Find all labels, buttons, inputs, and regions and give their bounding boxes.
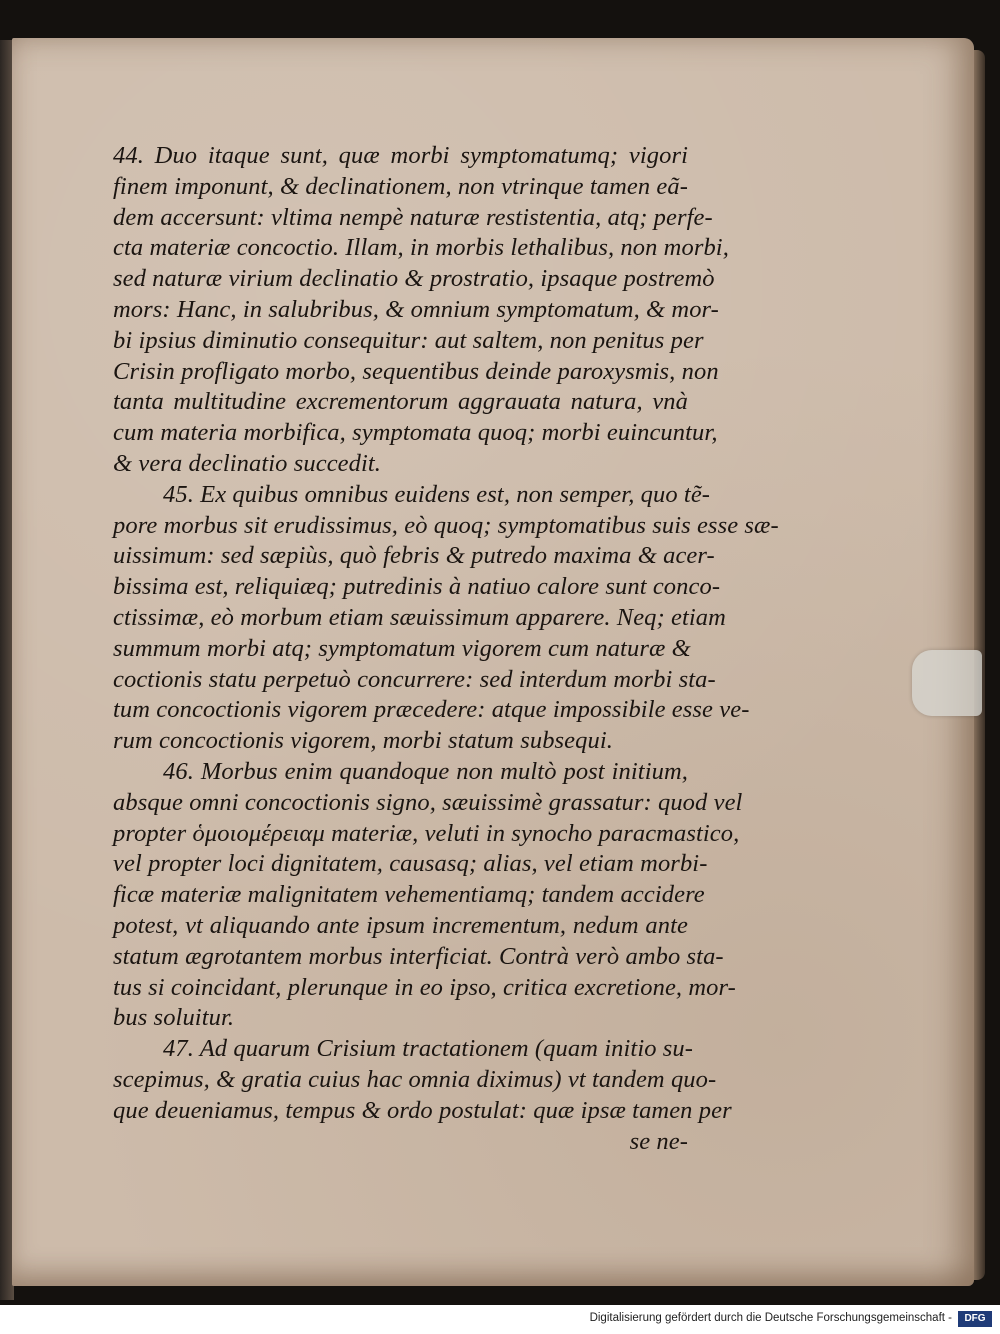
text-line: sed naturæ virium declinatio & prostratio, ipsaque postremò [113,265,715,293]
text-line: bus soluitur. [113,1004,235,1032]
footer-bar [0,1305,1000,1334]
text-line: tus si coincidant, plerunque in eo ipso, critica excretione, mor- [113,973,736,1001]
text-line: cum materia morbifica, symptomata quoq; morbi euincuntur, [113,419,718,447]
text-line: rum concoctionis vigorem, morbi statum subsequi. [113,727,613,755]
text-line: mors: Hanc, in salubribus, & omnium symptomatum, & mor- [113,295,719,323]
text-line: propter ὁμοιομέρειαμ materiæ, veluti in synocho paracmastico, [113,819,740,847]
text-line: ficæ materiæ malignitatem vehementiamq; tandem accidere [113,881,705,909]
text-line: 45. Ex quibus omnibus euidens est, non semper, quo tẽ- [163,480,711,508]
paragraph-44 [113,141,729,480]
text-line: potest, vt aliquando ante ipsum incrementum, nedum ante [113,911,688,939]
catchword: se ne- [629,1127,688,1155]
paragraph-47 [113,1034,732,1126]
text-line: cta materiæ concoctio. Illam, in morbis lethalibus, non morbi, [113,234,729,262]
text-line: finem imponunt, & declinationem, non vtrinque tamen eã- [113,172,689,200]
text-line: uissimum: sed sæpiùs, quò febris & putredo maxima & acer- [113,542,715,570]
text-line: 44. Duo itaque sunt, quæ morbi symptomatumq; vigori [113,142,688,169]
text-line: absque omni concoctionis signo, sæuissimè grassatur: quod vel [113,788,743,816]
paragraph-46 [113,757,743,1034]
text-line: vel propter loci dignitatem, causasq; alias, vel etiam morbi- [113,850,708,878]
text-line: bi ipsius diminutio consequitur: aut saltem, non penitus per [113,326,704,354]
text-line: 46. Morbus enim quandoque non multò post initium, [163,757,688,785]
text-line: & vera declinatio succedit. [113,449,382,477]
text-line: bissima est, reliquiæq; putredinis à natiuo calore sunt conco- [113,573,721,601]
text-line: pore morbus sit erudissimus, eò quoq; symptomatibus suis esse sæ- [113,511,779,539]
text-line: ctissimæ, eò morbum etiam sæuissimum apparere. Neq; etiam [113,603,726,631]
page-text [113,141,779,1157]
tab-sticker [912,650,982,716]
footer-credit: Digitalisierung gefördert durch die Deutsche Forschungsgemeinschaft - [589,1312,952,1324]
text-line: dem accersunt: vltima nempè naturæ restistentia, atq; perfe- [113,203,713,231]
text-line: coctionis statu perpetuò concurrere: sed interdum morbi sta- [113,665,716,693]
text-line: summum morbi atq; symptomatum vigorem cum naturæ & [113,634,691,662]
text-line: que deueniamus, tempus & ordo postulat: quæ ipsæ tamen per [113,1096,732,1124]
paragraph-45 [113,480,779,757]
text-line: Crisin profligato morbo, sequentibus deinde paroxysmis, non [113,357,719,385]
text-line: tum concoctionis vigorem præcedere: atque impossibile esse ve- [113,696,750,724]
dfg-logo: DFG [958,1311,992,1327]
text-line: scepimus, & gratia cuius hac omnia diximus) vt tandem quo- [113,1065,717,1093]
text-line: statum ægrotantem morbus interficiat. Contrà verò ambo sta- [113,942,724,970]
text-line: 47. Ad quarum Crisium tractationem (quam initio su- [163,1035,694,1063]
text-line: tanta multitudine excrementorum aggrauata natura, vnà [113,388,688,416]
